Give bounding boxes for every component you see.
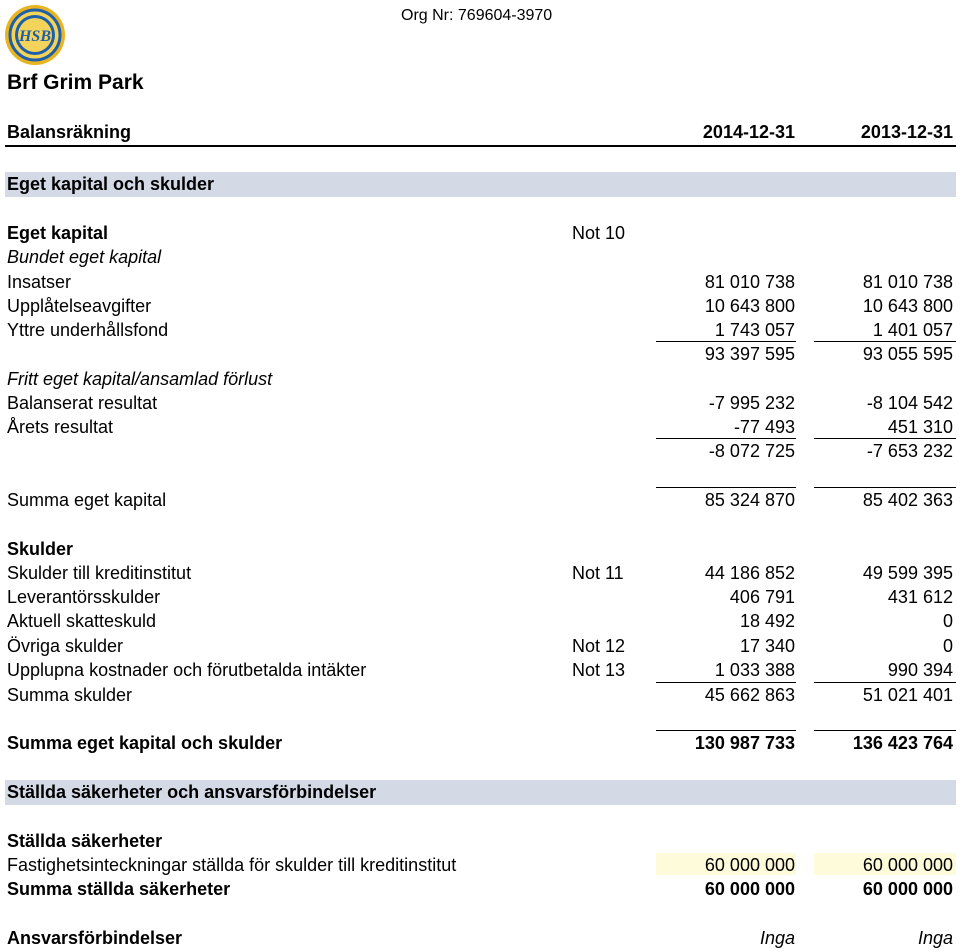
row-value-2013: -8 104 542 — [866, 393, 953, 413]
grand-total-2013: 136 423 764 — [852, 733, 953, 753]
row-value-2013: 0 — [942, 611, 953, 631]
equity-note: Not 10 — [572, 223, 626, 243]
row-value-2014: 1 033 388 — [714, 660, 795, 680]
row-value-2013: 81 010 738 — [862, 272, 953, 292]
pledged-total-row — [0, 877, 960, 901]
free-total-2014: -8 072 725 — [708, 441, 795, 461]
row-value-2013: 60 000 000 — [862, 855, 953, 875]
column-2014: 2014-12-31 — [702, 122, 795, 142]
contingent-row — [0, 926, 960, 950]
row-note: Not 13 — [572, 660, 626, 680]
contingent-2013: Inga — [917, 928, 953, 948]
liabilities-total-2013: 51 021 401 — [862, 685, 953, 705]
equity-total-2014: 85 324 870 — [704, 490, 795, 510]
pledged-section-row — [0, 780, 960, 804]
liabilities-heading: Skulder — [7, 539, 74, 559]
free-equity-heading: Fritt eget kapital/ansamlad förlust — [7, 369, 273, 389]
table-row — [0, 609, 960, 633]
grand-total-2014: 130 987 733 — [694, 733, 795, 753]
org-number: Org Nr: 769604-3970 — [401, 7, 553, 24]
free-heading-row — [0, 367, 960, 391]
table-row — [0, 270, 960, 294]
free-total-2013: -7 653 232 — [866, 441, 953, 461]
table-row — [0, 391, 960, 415]
section-title-pledged: Ställda säkerheter och ansvarsförbindelser — [7, 782, 377, 802]
column-2013: 2013-12-31 — [860, 122, 953, 142]
section-title-equity-liabilities: Eget kapital och skulder — [7, 174, 215, 194]
row-value-2014: 81 010 738 — [704, 272, 795, 292]
company-name: Brf Grim Park — [7, 71, 144, 94]
equity-heading: Eget kapital — [7, 223, 109, 243]
grand-total-row — [0, 731, 960, 755]
table-row — [0, 585, 960, 609]
liabilities-total-label: Summa skulder — [7, 685, 133, 705]
contingent-2014: Inga — [759, 928, 795, 948]
table-row — [0, 294, 960, 318]
row-value-2014: -77 493 — [733, 417, 795, 437]
equity-heading-row — [0, 221, 960, 245]
balance-sheet-title: Balansräkning — [7, 122, 132, 142]
table-row — [0, 561, 960, 585]
grand-total-label: Summa eget kapital och skulder — [7, 733, 283, 753]
restricted-heading-row — [0, 245, 960, 269]
row-value-2013: 10 643 800 — [862, 296, 953, 316]
equity-total-2013: 85 402 363 — [862, 490, 953, 510]
row-value-2014: 18 492 — [739, 611, 795, 631]
restricted-total-2013: 93 055 595 — [862, 344, 953, 364]
row-value-2014: 44 186 852 — [704, 563, 795, 583]
section-title-row — [0, 172, 960, 196]
row-value-2014: 60 000 000 — [704, 855, 795, 875]
row-value-2014: 10 643 800 — [704, 296, 795, 316]
row-label: Fastighetsinteckningar ställda för skulder till kreditinstitut — [7, 855, 457, 875]
row-label: Balanserat resultat — [7, 393, 158, 413]
row-label: Aktuell skatteskuld — [7, 611, 157, 631]
header-rule — [5, 145, 956, 147]
row-value-2013: 1 401 057 — [872, 320, 953, 340]
row-note: Not 12 — [572, 636, 626, 656]
liabilities-heading-row — [0, 537, 960, 561]
row-label: Leverantörsskulder — [7, 587, 161, 607]
pledged-total-2013: 60 000 000 — [862, 879, 953, 899]
restricted-total-row — [0, 342, 960, 366]
row-value-2014: -7 995 232 — [708, 393, 795, 413]
logo-text: HSB — [18, 28, 52, 45]
row-note: Not 11 — [572, 563, 624, 583]
table-row — [0, 318, 960, 342]
table-row — [0, 658, 960, 682]
contingent-label: Ansvarsförbindelser — [7, 928, 183, 948]
pledged-heading-row — [0, 829, 960, 853]
free-total-row — [0, 439, 960, 463]
row-value-2014: 17 340 — [739, 636, 795, 656]
restricted-total-2014: 93 397 595 — [704, 344, 795, 364]
row-label: Yttre underhållsfond — [7, 320, 169, 340]
row-label: Övriga skulder — [7, 636, 124, 656]
row-value-2013: 0 — [942, 636, 953, 656]
table-row — [0, 853, 960, 877]
row-label: Upplupna kostnader och förutbetalda intäkter — [7, 660, 367, 680]
row-label: Upplåtelseavgifter — [7, 296, 152, 316]
table-row — [0, 415, 960, 439]
row-value-2013: 49 599 395 — [862, 563, 953, 583]
row-value-2013: 990 394 — [887, 660, 953, 680]
row-value-2014: 406 791 — [729, 587, 795, 607]
row-value-2014: 1 743 057 — [714, 320, 795, 340]
equity-total-label: Summa eget kapital — [7, 490, 167, 510]
pledged-total-2014: 60 000 000 — [704, 879, 795, 899]
row-value-2013: 451 310 — [887, 417, 953, 437]
row-label: Årets resultat — [7, 417, 114, 437]
equity-total-row — [0, 488, 960, 512]
row-value-2013: 431 612 — [887, 587, 953, 607]
pledged-total-label: Summa ställda säkerheter — [7, 879, 231, 899]
balance-sheet-header — [0, 120, 960, 144]
liabilities-total-row — [0, 683, 960, 707]
restricted-heading: Bundet eget kapital — [7, 247, 162, 267]
pledged-heading: Ställda säkerheter — [7, 831, 163, 851]
hsb-logo — [4, 4, 66, 66]
row-label: Insatser — [7, 272, 72, 292]
row-label: Skulder till kreditinstitut — [7, 563, 192, 583]
table-row — [0, 634, 960, 658]
liabilities-total-2014: 45 662 863 — [704, 685, 795, 705]
